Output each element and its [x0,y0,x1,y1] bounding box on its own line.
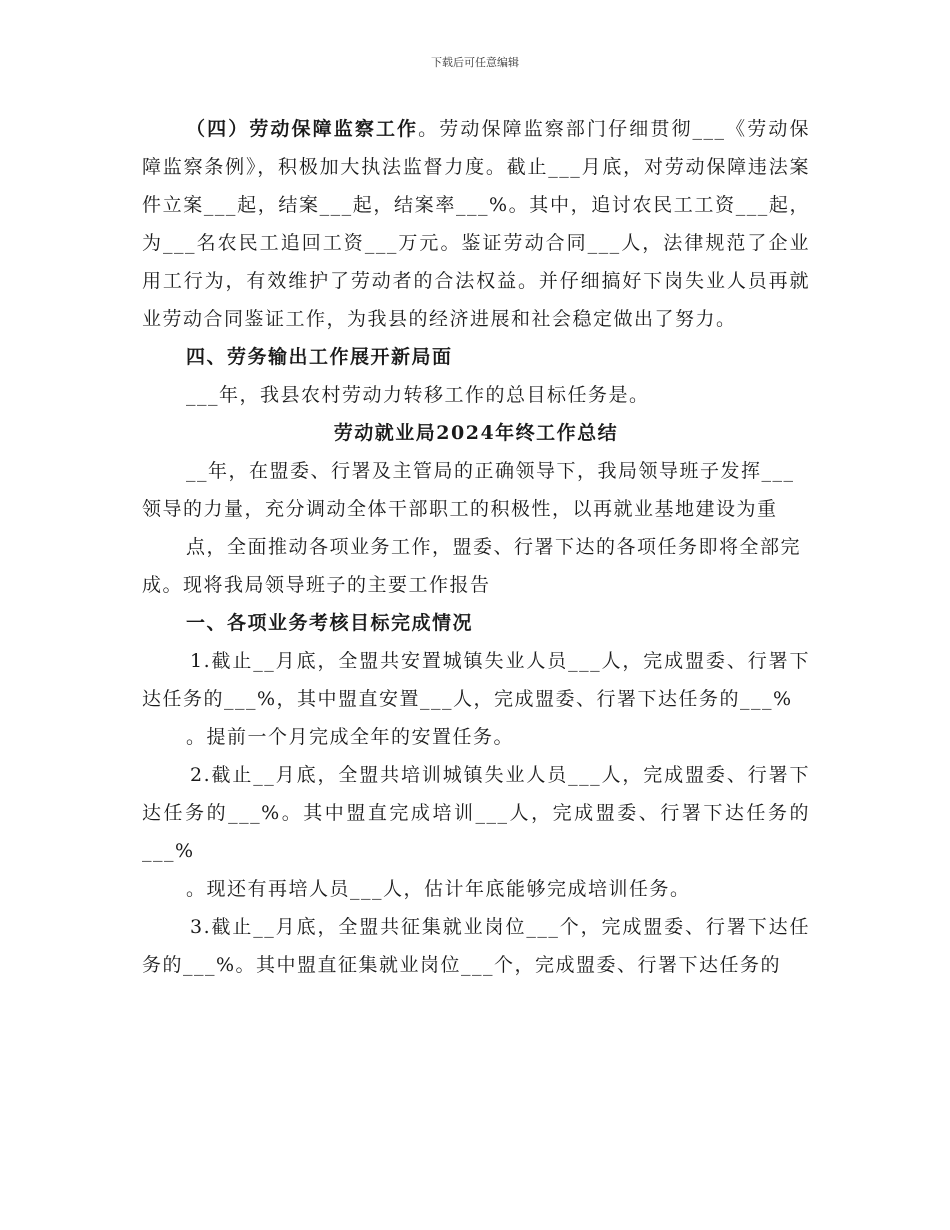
paragraph-transfer-target: ___年，我县农村劳动力转移工作的总目标任务是。 [186,384,650,406]
paragraph-text: 。劳动保障监察部门仔细贯彻___《劳动保障监察条例》，积极加大执法监督力度。截止___月底，对劳动保障违法案件立案___起，结案___起，结案率___%。其中，追讨农民工工资___起，为___名农民工追回工资___万元。鉴证劳动合同___人，法律规范了企业用工行为，有效维护了劳动者的合法权益。并仔细搞好下岗失业人员再就业劳动合同鉴证工作，为我县的经济进展和社会稳定做出了努力。 [142,118,810,330]
list-item-placement-continued: 。提前一个月完成全年的安置任务。 [186,726,515,748]
section-heading-targets: 一、各项业务考核目标完成情况 [186,612,474,634]
page-header: 下载后可任意编辑 [431,56,519,69]
list-item-job-posts: 3.截止__月底，全盟共征集就业岗位___个，完成盟委、行署下达任务的___%。其中盟直征集就业岗位___个，完成盟委、行署下达任务的 [142,916,810,976]
document-body [142,110,810,984]
paragraph-intro: __年，在盟委、行署及主管局的正确领导下，我局领导班子发挥___领导的力量，充分调动全体干部职工的积极性，以再就业基地建设为重 [142,460,795,520]
paragraph-labor-inspection [142,110,810,338]
list-item-training-continued: 。现还有再培人员___人，估计年底能够完成培训任务。 [186,878,691,900]
list-item-placement: 1.截止__月底，全盟共安置城镇失业人员___人，完成盟委、行署下达任务的___%，其中盟直安置___人，完成盟委、行署下达任务的___% [142,650,810,710]
paragraph-intro-continued: 点，全面推动各项业务工作，盟委、行署下达的各项任务即将全部完成。现将我局领导班子的主要工作报告 [142,536,802,596]
list-item-training: 2.截止__月底，全盟共培训城镇失业人员___人，完成盟委、行署下达任务的___%。其中盟直完成培训___人，完成盟委、行署下达任务的___% [142,764,810,862]
section-heading-labor-export: 四、劳务输出工作展开新局面 [186,346,453,368]
document-title: 劳动就业局2024年终工作总结 [333,422,619,444]
paragraph-heading: （四）劳动保障监察工作 [186,118,419,140]
